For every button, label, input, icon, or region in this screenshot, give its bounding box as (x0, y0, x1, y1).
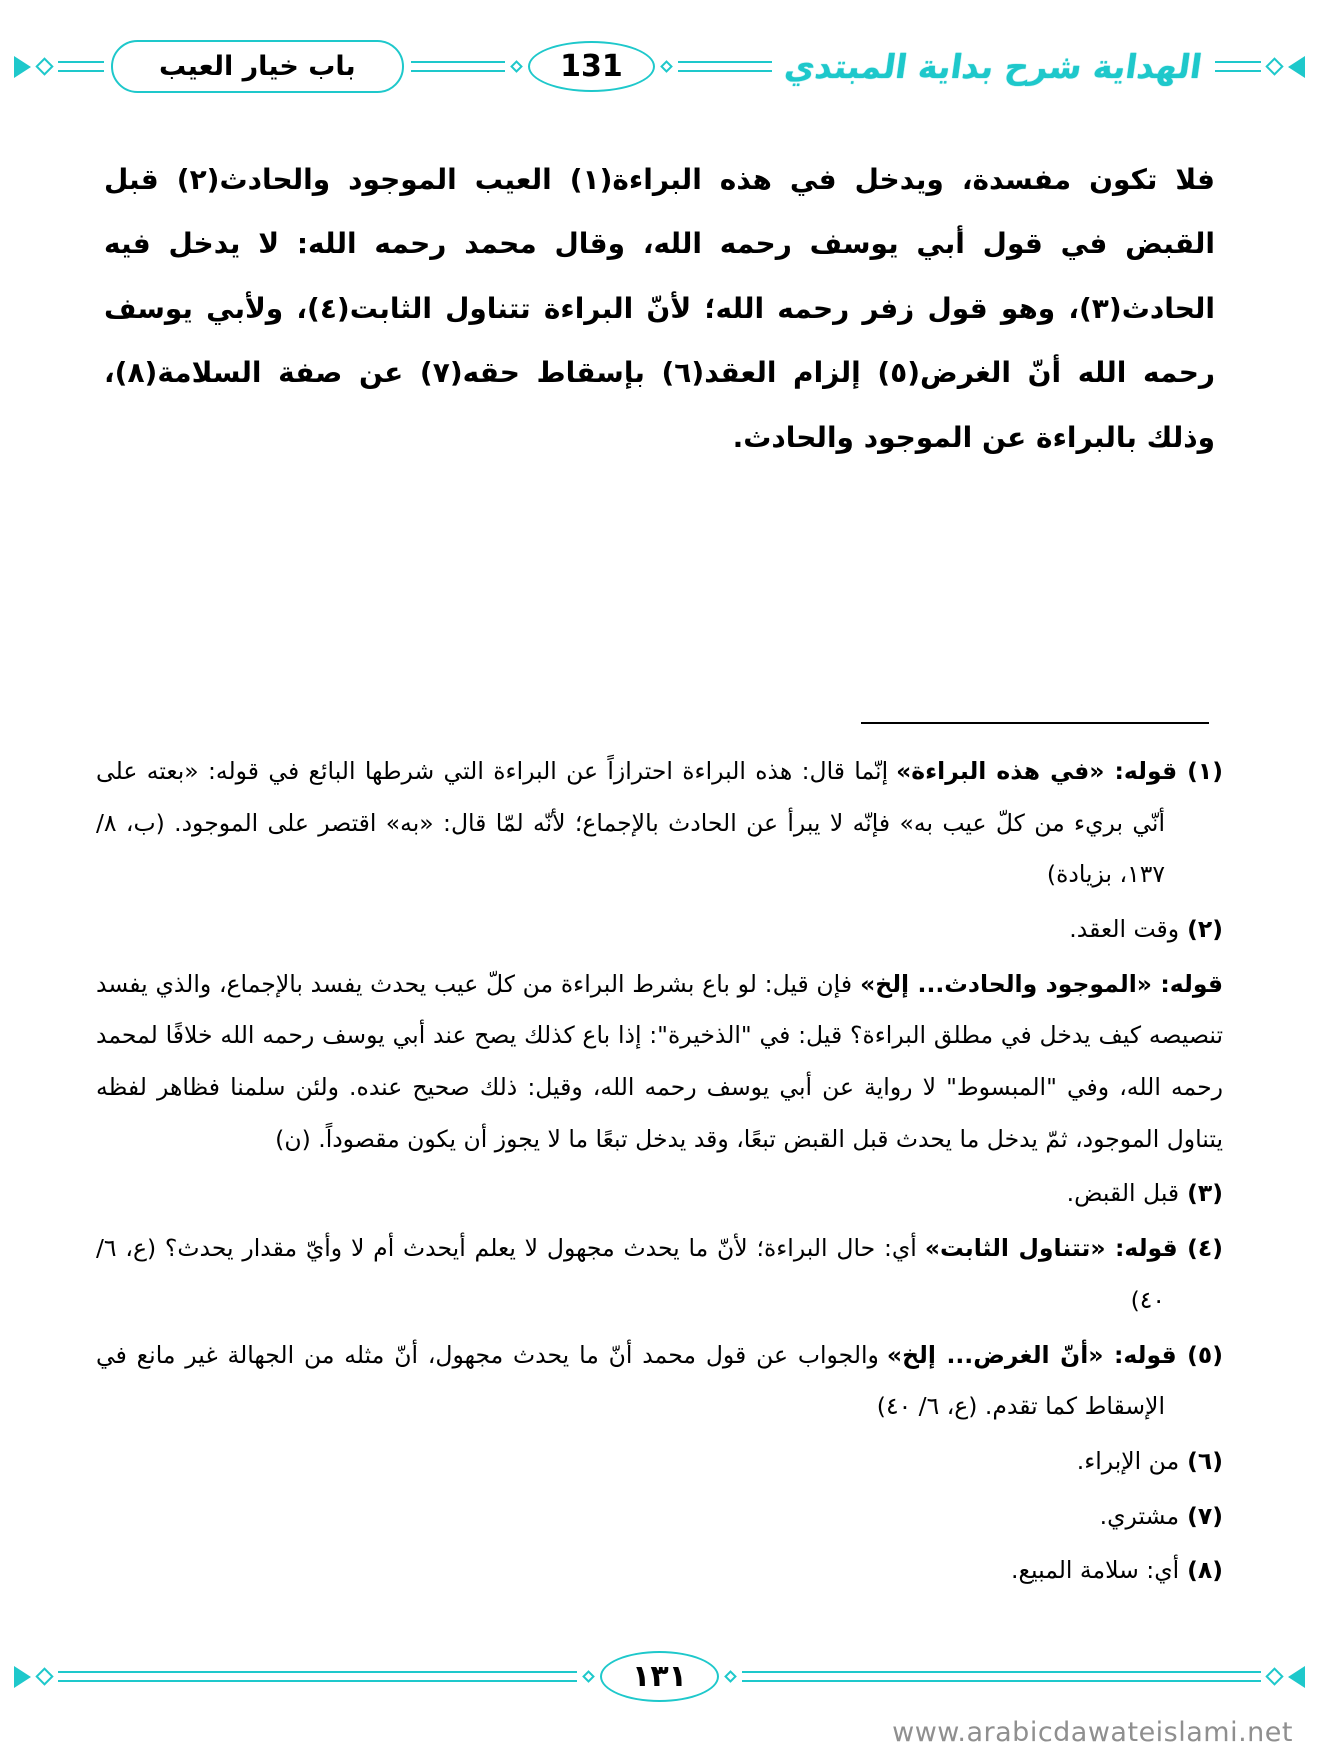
page-number-oval (528, 41, 655, 92)
book-title-calligraphy: الهداية شرح بداية المبتدي (782, 47, 1205, 86)
body-paragraph: فلا تكون مفسدة، ويدخل في هذه البراءة(١) العيب الموجود والحادث(٢) قبل القبض في قول أبي يوسف رحمه الله، وقال محمد رحمه الله: لا يدخل فيه الحادث(٣)، وهو قول زفر رحمه الله؛ لأنّ البراءة تتناول الثابت(٤)، ولأبي يوسف رحمه الله أنّ الغرض(٥) إلزام العقد(٦) بإسقاط حقه(٧) عن صفة السلامة(٨)، وذلك بالبراءة عن الموجود والحادث. (104, 163, 1215, 454)
arrow-ornament-icon (1288, 1666, 1305, 1688)
footnote-text: فإن قيل: لو باع بشرط البراءة من كلّ عيب يحدث يفسد بالإجماع، والذي يفسد تنصيصه كيف يدخل في مطلق البراءة؟ قيل: في "الذخيرة": إذا باع كذلك يصح عند أبي يوسف رحمه الله خلافًا لمحمد رحمه الله، وفي "المبسوط" لا رواية عن أبي يوسف رحمه الله، وقيل: ذلك صحيح عنده. ولئن سلمنا فظاهر لفظه يتناول الموجود، ثمّ يدخل ما يحدث قبل القبض تبعًا، وقد يدخل تبعًا ما لا يجوز أن يكون مقصوداً. (ن) (96, 969, 1223, 1153)
page-number: 131 (560, 49, 623, 84)
footnote-lead: (٣) (1187, 1179, 1223, 1208)
chapter-cartouche (111, 40, 404, 93)
diamond-icon (724, 1670, 737, 1683)
top-ornament-bar (0, 40, 1319, 93)
footnote-separator (861, 722, 1209, 724)
rule-line (58, 1671, 577, 1682)
diamond-icon (660, 60, 673, 73)
footnote-text: وقت العقد. (1069, 915, 1180, 944)
bottom-ornament-bar (0, 1651, 1319, 1702)
arrow-ornament-icon (14, 56, 31, 78)
footnote-text: من الإبراء. (1076, 1446, 1180, 1475)
footnote-text: قبل القبض. (1066, 1179, 1180, 1208)
rule-line (742, 1671, 1261, 1682)
footnote (96, 1436, 1223, 1488)
footnote-text: إنّما قال: هذه البراءة احترازاً عن البراءة التي شرطها البائع في قوله: «بعته على أنّي بريء من كلّ عيب به» فإنّه لا يبرأ عن الحادث بالإجماع؛ لأنّه لمّا قال: «به» اقتصر على الموجود. (ب، ٨/ ١٣٧، بزيادة) (96, 756, 1165, 889)
footnote-lead: (١) قوله: «في هذه البراءة» (896, 756, 1223, 785)
diamond-icon (582, 1670, 595, 1683)
footnote-lead: (٢) (1187, 915, 1223, 944)
diamond-icon (1265, 1667, 1283, 1685)
watermark: www.arabicdawateislami.net (892, 1717, 1293, 1748)
rule-line (1215, 61, 1261, 72)
diamond-icon (510, 60, 523, 73)
rule-line (58, 61, 104, 72)
arrow-ornament-icon (1288, 56, 1305, 78)
footnote (96, 1223, 1223, 1326)
diamond-icon (1265, 57, 1283, 75)
rule-line (411, 61, 506, 72)
diamond-icon (35, 1667, 53, 1685)
footnote-lead: (٤) قوله: «تتناول الثابت» (924, 1234, 1223, 1263)
footnote (96, 1545, 1223, 1597)
footnote (96, 1330, 1223, 1433)
footnote-text: أي: حال البراءة؛ لأنّ ما يحدث مجهول لا يعلم أيحدث أم لا وأيّ مقدار يحدث؟ (ع، ٦/ ٤٠) (96, 1234, 1165, 1314)
footnote (96, 1168, 1223, 1220)
footnote-lead: (٦) (1187, 1446, 1223, 1475)
footnote-lead: قوله: «الموجود والحادث... إلخ» (860, 969, 1223, 998)
footnote (96, 746, 1223, 901)
footnote-lead: (٥) قوله: «أنّ الغرض... إلخ» (886, 1340, 1223, 1369)
chapter-title: باب خيار العيب (159, 51, 356, 82)
footnote (96, 959, 1223, 1166)
footnotes (96, 746, 1223, 1597)
diamond-icon (35, 57, 53, 75)
footnote (96, 1491, 1223, 1543)
rule-line (678, 61, 773, 72)
arrow-ornament-icon (14, 1666, 31, 1688)
footnote (96, 904, 1223, 956)
footnote-text: مشتري. (1099, 1501, 1180, 1530)
footer-page-number-oval (600, 1651, 719, 1702)
footer-page-number: ١٣١ (632, 1659, 687, 1694)
footnote-lead: (٧) (1187, 1501, 1223, 1530)
footnote-text: والجواب عن قول محمد أنّ ما يحدث مجهول، أنّ مثله من الجهالة غير مانع في الإسقاط كما تقدم. (ع، ٦/ ٤٠) (96, 1340, 1165, 1421)
footnote-lead: (٨) (1187, 1556, 1223, 1585)
footnote-text: أي: سلامة المبيع. (1011, 1556, 1180, 1585)
